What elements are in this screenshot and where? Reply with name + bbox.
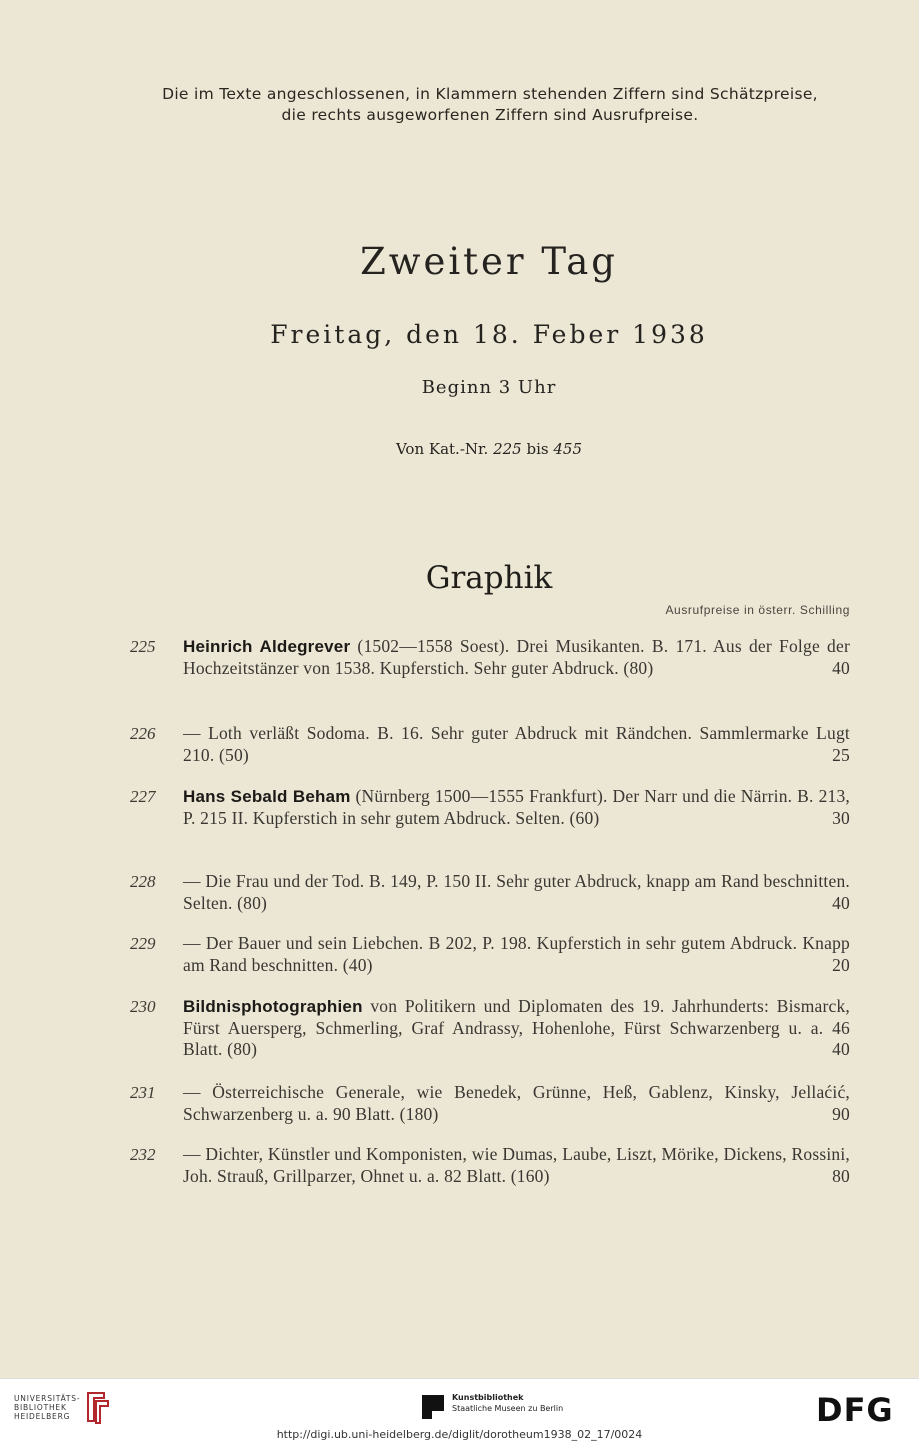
catalog-range xyxy=(0,440,919,458)
lot-price: 80 xyxy=(832,1165,850,1186)
lot-number: 232 xyxy=(130,1145,156,1164)
day-title: Zweiter Tag xyxy=(360,240,618,283)
viewer-footer xyxy=(0,1378,919,1443)
lot-text: von Politikern und Diplomaten des 19. Jahrhunderts: Bismarck, Fürst Auersperg, Schmerling, Graf Andrassy, Hohenlohe, Fürst Schwarzenberg u. a. 46 Blatt. (80) xyxy=(183,996,850,1059)
lot-text: — Die Frau und der Tod. B. 149, P. 150 II. Sehr guter Abdruck, knapp am Rand beschnitten. Selten. (80) xyxy=(183,871,850,913)
kb-sub: Staatliche Museen zu Berlin xyxy=(452,1404,564,1413)
lot-price: 40 xyxy=(832,1039,850,1059)
range-from: 225 xyxy=(493,440,522,458)
university-library-text xyxy=(14,1394,80,1421)
kb-name: Kunstbibliothek xyxy=(452,1393,524,1402)
lot-number: 229 xyxy=(130,934,156,953)
auction-date: Freitag, den 18. Feber 1938 xyxy=(270,320,708,349)
lot-price: 20 xyxy=(832,954,850,975)
lot-artist: Hans Sebald Beham xyxy=(183,787,351,806)
lot-price: 30 xyxy=(832,807,850,828)
lot-number: 227 xyxy=(130,787,156,806)
lot-number: 230 xyxy=(130,997,156,1016)
lot-description xyxy=(183,933,850,976)
range-middle: bis xyxy=(526,440,549,458)
lot-text: — Dichter, Künstler und Komponisten, wie Dumas, Laube, Liszt, Mörike, Dickens, Rossini, Joh. Strauß, Grillparzer, Ohnet u. a. 82 Blatt. (160) xyxy=(183,1144,850,1186)
lot-number: 228 xyxy=(130,872,156,891)
header-note-line-1: Die im Texte angeschlossenen, in Klammern stehenden Ziffern sind Schätzpreise, xyxy=(162,85,818,103)
lot-description xyxy=(183,786,850,829)
currency-note: Ausrufpreise in österr. Schilling xyxy=(665,603,850,617)
lot-text: (1502—1558 Soest). Drei Musikanten. B. 171. Aus der Folge der Hochzeitstänzer von 1538. Kupferstich. Sehr guter Abdruck. (80) xyxy=(183,636,850,678)
lot-number: 231 xyxy=(130,1083,156,1102)
lot-artist: Bildnisphotographien xyxy=(183,997,363,1016)
permalink-url[interactable]: http://digi.ub.uni-heidelberg.de/diglit/dorotheum1938_02_17/0024 xyxy=(276,1428,643,1441)
lot-price: 40 xyxy=(832,657,850,678)
header-note-line-2: die rechts ausgeworfenen Ziffern sind Ausrufpreise. xyxy=(281,106,699,124)
lot-description xyxy=(183,871,850,914)
kunstbibliothek-text xyxy=(452,1392,563,1414)
university-library-logo-icon[interactable] xyxy=(82,1389,112,1425)
lot-description xyxy=(183,996,850,1061)
lot-text: — Der Bauer und sein Liebchen. B 202, P. 198. Kupferstich in sehr gutem Abdruck. Knapp am Rand beschnitten. (40) xyxy=(183,933,850,975)
lot-artist: Heinrich Aldegrever xyxy=(183,637,351,656)
lot-description xyxy=(183,1082,850,1125)
lot-description xyxy=(183,723,850,766)
kunstbibliothek-logo-icon[interactable] xyxy=(420,1393,446,1421)
lot-text: (Nürnberg 1500—1555 Frankfurt). Der Narr und die Närrin. B. 213, P. 215 II. Kupferstich in sehr gutem Abdruck. Selten. (60) xyxy=(183,786,850,828)
dfg-logo[interactable]: DFG xyxy=(816,1391,894,1429)
range-to: 455 xyxy=(553,440,583,458)
lot-description xyxy=(183,636,850,679)
lot-description xyxy=(183,1144,850,1187)
lot-number: 226 xyxy=(130,724,156,743)
lot-price: 25 xyxy=(832,744,850,765)
uni-line-3: HEIDELBERG xyxy=(14,1412,71,1421)
header-note xyxy=(60,84,919,126)
lot-text: — Loth verläßt Sodoma. B. 16. Sehr guter Abdruck mit Rändchen. Sammlermarke Lugt 210. (50) xyxy=(183,723,850,765)
lot-text: — Österreichische Generale, wie Benedek, Grünne, Heß, Gablenz, Kinsky, Jellaćić, Schwarzenberg u. a. 90 Blatt. (180) xyxy=(183,1082,850,1124)
uni-line-1: UNIVERSITÄTS- xyxy=(14,1394,81,1403)
lot-price: 90 xyxy=(832,1103,850,1124)
uni-line-2: BIBLIOTHEK xyxy=(14,1403,67,1412)
section-title: Graphik xyxy=(425,560,553,596)
lot-number: 225 xyxy=(130,637,156,656)
range-prefix: Von Kat.-Nr. xyxy=(395,440,489,458)
start-time: Beginn 3 Uhr xyxy=(421,377,557,398)
lot-price: 40 xyxy=(832,892,850,913)
